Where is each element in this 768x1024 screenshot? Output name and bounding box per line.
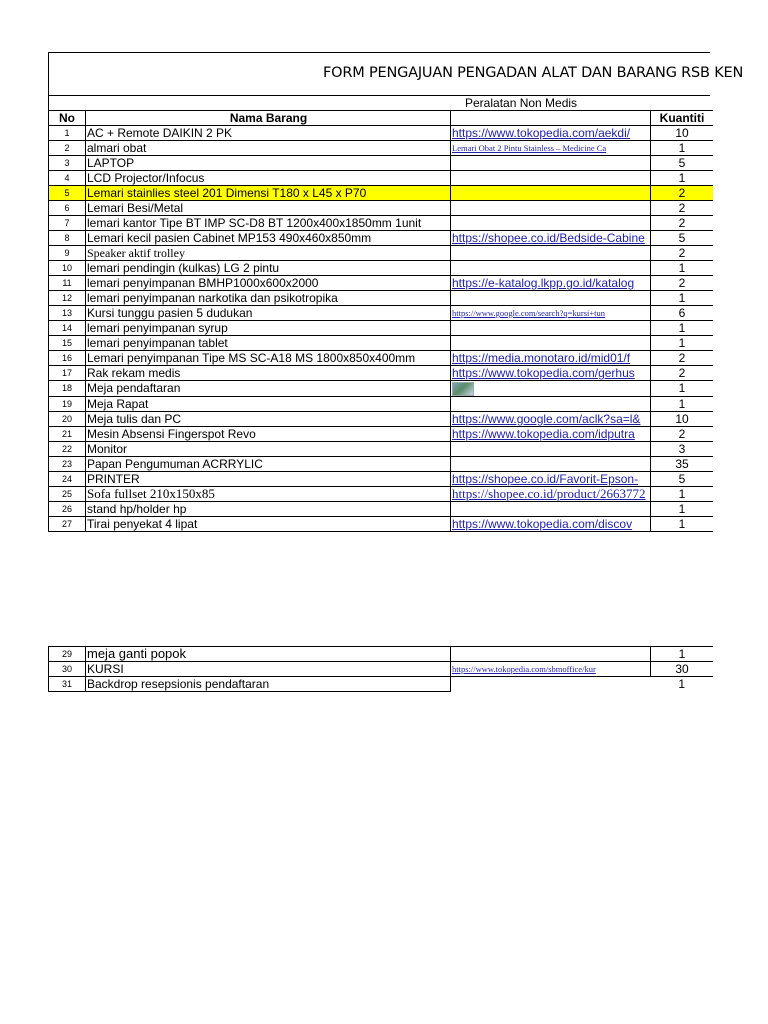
row-link[interactable] [451, 201, 651, 216]
row-no: 6 [49, 201, 86, 216]
row-item-name: AC + Remote DAIKIN 2 PK [86, 126, 451, 141]
table-row [49, 216, 714, 231]
row-link[interactable]: https://www.google.com/aclk?sa=l& [451, 411, 651, 426]
header-kuantiti: Kuantiti [651, 111, 714, 126]
row-link[interactable]: https://www.google.com/search?q=kursi+tun [451, 306, 651, 321]
row-qty: 1 [651, 261, 714, 276]
table-row [49, 351, 714, 366]
row-item-name: LCD Projector/Infocus [86, 171, 451, 186]
row-item-name: PRINTER [86, 471, 451, 486]
header-link [451, 111, 651, 126]
table-row [49, 231, 714, 246]
row-item-name: lemari kantor Tipe BT IMP SC-D8 BT 1200x400x1850mm 1unit [86, 216, 451, 231]
table-row [49, 647, 714, 662]
row-item-name: Monitor [86, 441, 451, 456]
row-item-name: KURSI [86, 662, 451, 677]
table-row [49, 411, 714, 426]
image-thumbnail-icon[interactable] [452, 382, 474, 396]
row-no: 30 [49, 662, 86, 677]
row-link[interactable]: Lemari Obat 2 Pintu Stainless – Medicine Ca [451, 141, 651, 156]
row-no: 11 [49, 276, 86, 291]
row-item-name: lemari penyimpanan syrup [86, 321, 451, 336]
row-item-name: Meja pendaftaran [86, 381, 451, 397]
table-row [49, 441, 714, 456]
row-item-name: meja ganti popok [86, 647, 451, 662]
row-link[interactable] [451, 261, 651, 276]
row-link[interactable]: https://shopee.co.id/product/2663772 [451, 486, 651, 501]
row-qty: 2 [651, 351, 714, 366]
row-item-name: Lemari penyimpanan Tipe MS SC-A18 MS 1800x850x400mm [86, 351, 451, 366]
row-qty: 2 [651, 276, 714, 291]
row-link[interactable] [451, 186, 651, 201]
row-no: 2 [49, 141, 86, 156]
row-item-name: Sofa fullset 210x150x85 [86, 486, 451, 501]
row-item-name: lemari pendingin (kulkas) LG 2 pintu [86, 261, 451, 276]
row-no: 19 [49, 396, 86, 411]
section-subtitle: Peralatan Non Medis [465, 96, 578, 110]
row-link[interactable] [451, 321, 651, 336]
row-no: 7 [49, 216, 86, 231]
row-no: 29 [49, 647, 86, 662]
row-item-name: Tirai penyekat 4 lipat [86, 516, 451, 531]
row-no: 25 [49, 486, 86, 501]
table-row [49, 306, 714, 321]
table-header-row [49, 111, 714, 126]
row-link-thumbnail[interactable] [451, 381, 651, 397]
row-item-name: Kursi tunggu pasien 5 dudukan [86, 306, 451, 321]
row-qty: 1 [651, 141, 714, 156]
table-row [49, 381, 714, 397]
row-no: 14 [49, 321, 86, 336]
row-item-name: stand hp/holder hp [86, 501, 451, 516]
row-qty: 2 [651, 426, 714, 441]
row-qty: 2 [651, 186, 714, 201]
items-table [48, 110, 713, 532]
row-qty: 2 [651, 246, 714, 261]
row-link[interactable]: https://media.monotaro.id/mid01/f [451, 351, 651, 366]
row-qty: 1 [651, 381, 714, 397]
row-qty: 1 [651, 321, 714, 336]
header-nama-barang: Nama Barang [86, 111, 451, 126]
row-qty: 5 [651, 231, 714, 246]
row-item-name: Meja tulis dan PC [86, 411, 451, 426]
row-no: 24 [49, 471, 86, 486]
row-no: 12 [49, 291, 86, 306]
row-no: 10 [49, 261, 86, 276]
row-qty: 1 [651, 516, 714, 531]
table-row [49, 396, 714, 411]
row-qty: 1 [651, 171, 714, 186]
row-no: 3 [49, 156, 86, 171]
row-no: 13 [49, 306, 86, 321]
row-item-name: lemari penyimpanan narkotika dan psikotropika [86, 291, 451, 306]
row-no: 15 [49, 336, 86, 351]
row-link[interactable]: https://www.tokopedia.com/aekdi/ [451, 126, 651, 141]
table-row-highlighted [49, 186, 714, 201]
row-qty: 1 [651, 501, 714, 516]
table-row [49, 321, 714, 336]
row-qty: 2 [651, 201, 714, 216]
row-link[interactable] [451, 441, 651, 456]
table-row [49, 141, 714, 156]
row-item-name: Speaker aktif trolley [86, 246, 451, 261]
row-no: 17 [49, 366, 86, 381]
row-no: 23 [49, 456, 86, 471]
row-link[interactable] [451, 336, 651, 351]
table-row [49, 486, 714, 501]
row-qty: 2 [651, 366, 714, 381]
row-item-name: Mesin Absensi Fingerspot Revo [86, 426, 451, 441]
row-qty: 10 [651, 411, 714, 426]
table-row [49, 662, 714, 677]
row-link[interactable] [451, 647, 651, 662]
row-no: 5 [49, 186, 86, 201]
row-qty: 5 [651, 156, 714, 171]
row-link[interactable]: https://www.tokopedia.com/sbmoffice/kur [451, 662, 651, 677]
row-link[interactable]: https://www.tokopedia.com/idputra [451, 426, 651, 441]
row-link[interactable]: https://www.tokopedia.com/gerhus [451, 366, 651, 381]
row-item-name: Papan Pengumuman ACRRYLIC [86, 456, 451, 471]
row-qty: 1 [678, 677, 686, 692]
row-link[interactable]: https://shopee.co.id/Favorit-Epson- [451, 471, 651, 486]
row-no: 8 [49, 231, 86, 246]
header-no: No [49, 111, 86, 126]
row-link[interactable]: https://e-katalog.lkpp.go.id/katalog [451, 276, 651, 291]
row-qty: 1 [651, 647, 714, 662]
row-item-name: Rak rekam medis [86, 366, 451, 381]
row-item-name: Meja Rapat [86, 396, 451, 411]
title-cell [48, 52, 744, 96]
row-qty: 6 [651, 306, 714, 321]
row-link[interactable] [451, 246, 651, 261]
row-item-name: LAPTOP [86, 156, 451, 171]
row-qty: 2 [651, 216, 714, 231]
row-link[interactable] [451, 396, 651, 411]
table-row [49, 291, 714, 306]
table-row [49, 156, 714, 171]
row-qty: 1 [651, 486, 714, 501]
row-link[interactable]: https://shopee.co.id/Bedside-Cabine [451, 231, 651, 246]
table-row [49, 201, 714, 216]
table-row [49, 501, 714, 516]
row-link[interactable]: https://www.tokopedia.com/discov [451, 516, 651, 531]
table-row [49, 336, 714, 351]
row-no: 4 [49, 171, 86, 186]
row-qty: 30 [651, 662, 714, 677]
row-link[interactable] [451, 677, 651, 692]
row-no: 22 [49, 441, 86, 456]
row-qty: 5 [651, 471, 714, 486]
row-qty: 1 [651, 396, 714, 411]
row-link[interactable] [451, 291, 651, 306]
row-no: 21 [49, 426, 86, 441]
row-item-name: almari obat [86, 141, 451, 156]
table-row [49, 246, 714, 261]
row-item-name: Lemari stainlies steel 201 Dimensi T180 x L45 x P70 [86, 186, 451, 201]
row-qty: 1 [651, 336, 714, 351]
row-no: 20 [49, 411, 86, 426]
row-link[interactable] [451, 501, 651, 516]
table-row [49, 426, 714, 441]
spreadsheet-sheet [48, 52, 744, 532]
row-item-name: lemari penyimpanan tablet [86, 336, 451, 351]
row-no: 26 [49, 501, 86, 516]
spreadsheet-sheet-lower [48, 646, 710, 692]
row-link[interactable] [451, 216, 651, 231]
table-row [49, 126, 714, 141]
row-link[interactable] [451, 171, 651, 186]
table-row [49, 276, 714, 291]
row-qty: 3 [651, 441, 714, 456]
row-no: 18 [49, 381, 86, 397]
table-row [49, 471, 714, 486]
table-row [49, 261, 714, 276]
row-item-name: Backdrop resepsionis pendaftaran [86, 677, 451, 692]
table-row [49, 366, 714, 381]
table-row [49, 677, 714, 692]
row-qty: 10 [651, 126, 714, 141]
table-row [49, 456, 714, 471]
row-no: 9 [49, 246, 86, 261]
table-row [49, 171, 714, 186]
row-no: 1 [49, 126, 86, 141]
table-row [49, 516, 714, 531]
row-item-name: Lemari Besi/Metal [86, 201, 451, 216]
row-qty: 1 [651, 291, 714, 306]
row-no: 16 [49, 351, 86, 366]
row-link[interactable] [451, 156, 651, 171]
row-qty: 35 [651, 456, 714, 471]
items-table-lower [48, 646, 713, 692]
row-no: 27 [49, 516, 86, 531]
form-title: FORM PENGAJUAN PENGADAN ALAT DAN BARANG RSB KEN [323, 65, 744, 81]
subtitle-row [48, 96, 710, 110]
row-item-name: Lemari kecil pasien Cabinet MP153 490x460x850mm [86, 231, 451, 246]
row-item-name: lemari penyimpanan BMHP1000x600x2000 [86, 276, 451, 291]
row-no: 31 [49, 677, 86, 692]
row-link[interactable] [451, 456, 651, 471]
